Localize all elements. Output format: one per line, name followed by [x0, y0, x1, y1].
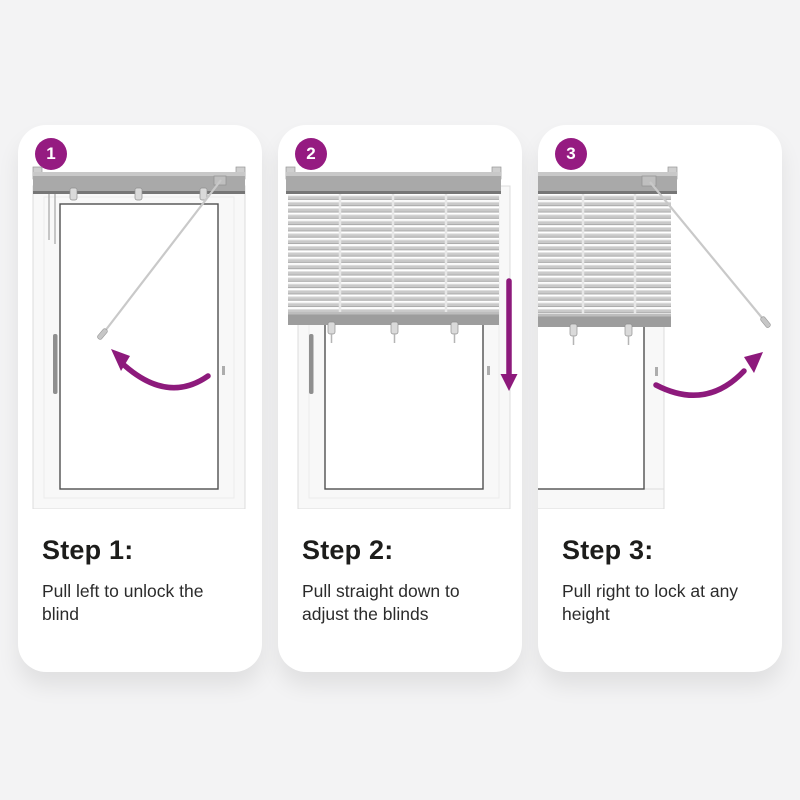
step-card-1 [18, 125, 262, 672]
step-number-badge: 1 [35, 138, 67, 170]
venetian-blind [286, 167, 501, 343]
step-description: Pull straight down to adjust the blinds [302, 581, 460, 625]
cord-tassel [760, 316, 771, 328]
window-blind-illustration-step3 [538, 164, 782, 509]
window-handle [53, 334, 58, 394]
blind-headrail [286, 167, 501, 194]
step-description: Pull right to lock at any height [562, 581, 739, 625]
window-blind-illustration-step1 [18, 164, 262, 509]
step-title: Step 1: [42, 535, 134, 565]
curved-arrow-right-icon [656, 352, 763, 395]
window-frame [33, 186, 245, 509]
step-card-3 [538, 125, 782, 672]
step-number-badge: 3 [555, 138, 587, 170]
step-number-badge: 2 [295, 138, 327, 170]
step-title: Step 2: [302, 535, 394, 565]
step-title: Step 3: [562, 535, 654, 565]
step-card-2 [278, 125, 522, 672]
cord-lock [642, 176, 656, 186]
blind-slats [538, 194, 671, 314]
window-blind-illustration-step2 [278, 164, 522, 509]
venetian-blind [538, 167, 677, 345]
step-description: Pull left to unlock the blind [42, 581, 204, 625]
window-handle [309, 334, 314, 394]
